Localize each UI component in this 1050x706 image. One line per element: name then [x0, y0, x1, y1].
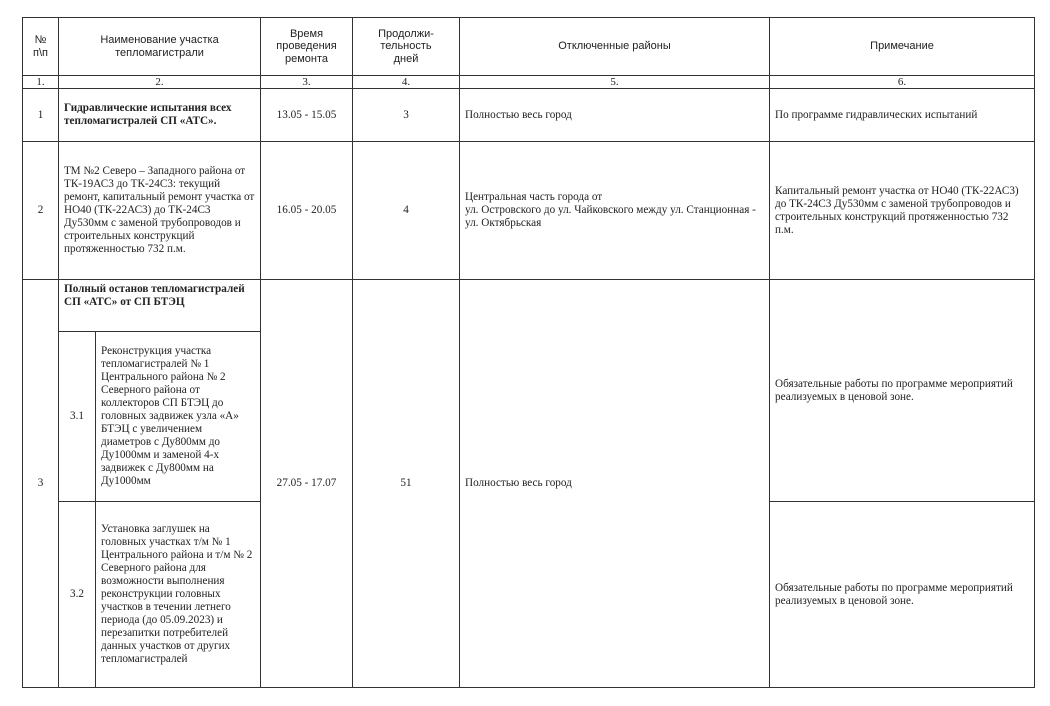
row-number: 1 [23, 89, 59, 142]
header-row [23, 18, 1035, 76]
subsection-name: Реконструкция участка тепломагистралей № 1 Центрального района № 2 Северного района от коллекторов СП БТЭЦ до головных задвижек узла «А» БТЭЦ с увеличением диаметров с Ду800мм до Ду1000мм и заменой 4-х задвижек с Ду800мм на Ду1000мм [96, 332, 261, 502]
column-number: 5. [460, 76, 770, 89]
disconnected-districts: Полностью весь город [460, 89, 770, 142]
table-row [23, 280, 1035, 332]
note: По программе гидравлических испытаний [770, 89, 1035, 142]
repair-period: 16.05 - 20.05 [261, 142, 353, 280]
repair-period: 27.05 - 17.07 [261, 280, 353, 688]
section-name: Гидравлические испытания всех тепломагистралей СП «АТС». [59, 89, 261, 142]
subrow-number: 3.2 [59, 502, 96, 688]
subrow-number: 3.1 [59, 332, 96, 502]
repair-period: 13.05 - 15.05 [261, 89, 353, 142]
duration-days: 4 [353, 142, 460, 280]
section-name: ТМ №2 Северо – Западного района от ТК-19АС3 до ТК-24С3: текущий ремонт, капитальный ремонт участка от НО40 (ТК-22АС3) до ТК-24С3 Ду530мм с заменой трубопроводов и строительных конструкций протяженностью 732 п.м. [59, 142, 261, 280]
note: Обязательные работы по программе мероприятий реализуемых в ценовой зоне. [770, 280, 1035, 502]
column-number: 6. [770, 76, 1035, 89]
header-districts: Отключенные районы [460, 18, 770, 76]
section-name: Полный останов тепломагистралей СП «АТС» от СП БТЭЦ [59, 280, 261, 332]
header-time: Время проведения ремонта [261, 18, 353, 76]
table-row [23, 142, 1035, 280]
row-number: 3 [23, 280, 59, 688]
subsection-name: Установка заглушек на головных участках т/м № 1 Центрального района и т/м № 2 Северного района для возможности выполнения реконструкции головных участков в течении летнего периода (до 05.09.2023) и перезапитки потребителей данных участков от других тепломагистралей [96, 502, 261, 688]
header-name: Наименование участка тепломагистрали [59, 18, 261, 76]
column-number: 4. [353, 76, 460, 89]
column-number: 2. [59, 76, 261, 89]
duration-days: 3 [353, 89, 460, 142]
column-number-row [23, 76, 1035, 89]
disconnected-districts: Полностью весь город [460, 280, 770, 688]
note: Капитальный ремонт участка от НО40 (ТК-22АС3) до ТК-24С3 Ду530мм с заменой трубопроводов и строительных конструкций протяженностью 732 п.м. [770, 142, 1035, 280]
header-no: № п\п [23, 18, 59, 76]
repair-schedule-table [22, 17, 1035, 688]
table-row [23, 89, 1035, 142]
header-duration: Продолжи- тельность дней [353, 18, 460, 76]
row-number: 2 [23, 142, 59, 280]
note: Обязательные работы по программе мероприятий реализуемых в ценовой зоне. [770, 502, 1035, 688]
column-number: 3. [261, 76, 353, 89]
column-number: 1. [23, 76, 59, 89]
header-note: Примечание [770, 18, 1035, 76]
duration-days: 51 [353, 280, 460, 688]
disconnected-districts: Центральная часть города от ул. Островского до ул. Чайковского между ул. Станционная - ул. Октябрьская [460, 142, 770, 280]
